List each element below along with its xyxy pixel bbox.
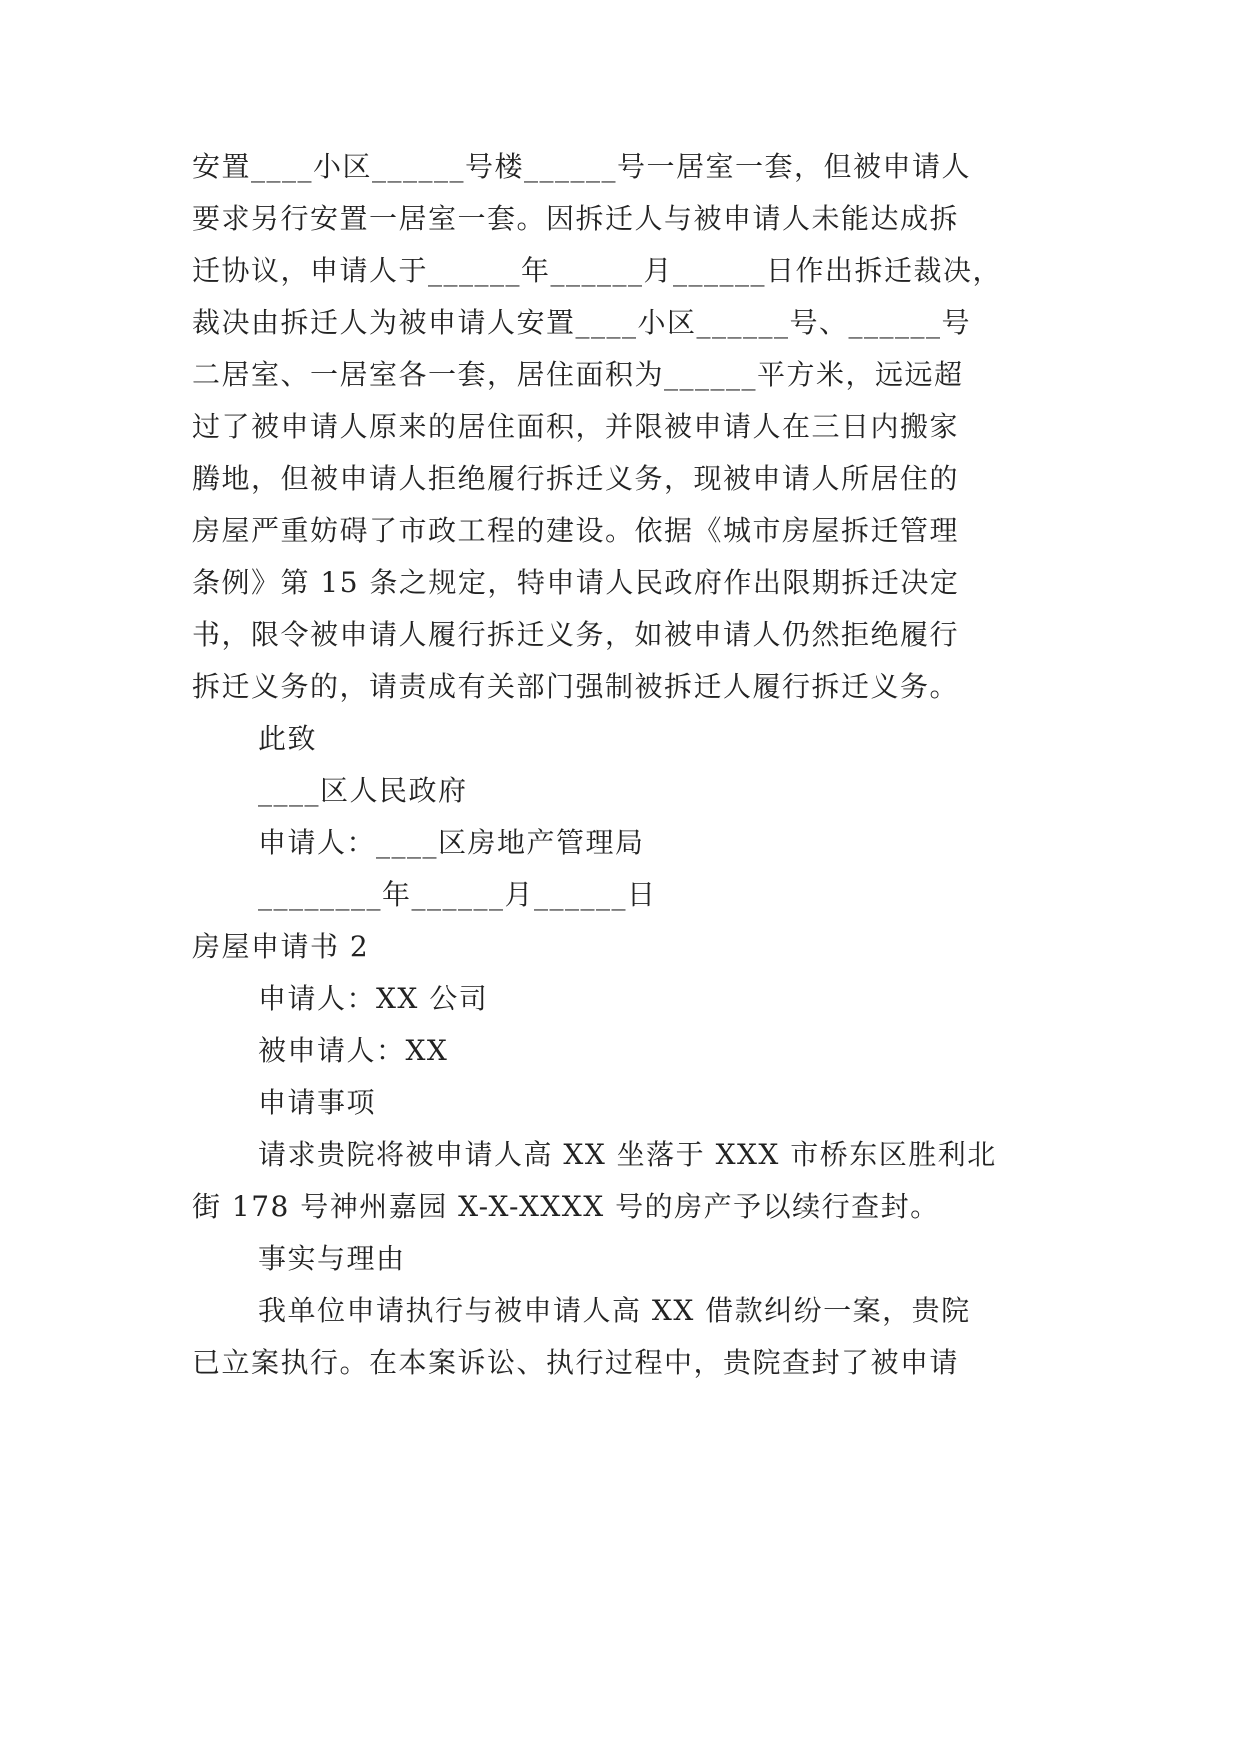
paragraph-line: 二居室、一居室各一套，居住面积为______平方米，远远超 [192,358,964,391]
paragraph-line: 拆迁义务的，请责成有关部门强制被拆迁人履行拆迁义务。 [192,670,960,703]
paragraph-line: 请求贵院将被申请人高 XX 坐落于 XXX 市桥东区胜利北 [258,1138,997,1171]
section-title: 房屋申请书 2 [192,930,370,963]
paragraph-line: 街 178 号神州嘉园 X-X-XXXX 号的房产予以续行查封。 [192,1190,940,1223]
paragraph-line: 已立案执行。在本案诉讼、执行过程中，贵院查封了被申请 [192,1346,960,1379]
paragraph-line: 条例》第 15 条之规定，特申请人民政府作出限期拆迁决定 [192,566,960,599]
paragraph-line: 书，限令被申请人履行拆迁义务，如被申请人仍然拒绝履行 [192,618,960,651]
applicant-line: 申请人：XX 公司 [258,982,489,1015]
section-heading: 事实与理由 [258,1242,406,1275]
paragraph-line: 安置____小区______号楼______号一居室一套，但被申请人 [192,150,972,183]
salutation: 此致 [258,722,318,755]
paragraph-line: 我单位申请执行与被申请人高 XX 借款纠纷一案，贵院 [258,1294,971,1327]
paragraph-line: 房屋严重妨碍了市政工程的建设。依据《城市房屋拆迁管理 [192,514,960,547]
recipient: ____区人民政府 [258,774,468,807]
paragraph-line: 裁决由拆迁人为被申请人安置____小区______号、______号 [192,306,972,339]
respondent-line: 被申请人：XX [258,1034,449,1067]
section-heading: 申请事项 [258,1086,377,1119]
paragraph-line: 过了被申请人原来的居住面积，并限被申请人在三日内搬家 [192,410,960,443]
paragraph-line: 腾地，但被申请人拒绝履行拆迁义务，现被申请人所居住的 [192,462,960,495]
applicant-signature: 申请人：____区房地产管理局 [258,826,645,859]
paragraph-line: 要求另行安置一居室一套。因拆迁人与被申请人未能达成拆 [192,202,960,235]
paragraph-line: 迁协议，申请人于______年______月______日作出拆迁裁决， [192,254,1003,287]
date-line: ________年______月______日 [258,878,657,911]
